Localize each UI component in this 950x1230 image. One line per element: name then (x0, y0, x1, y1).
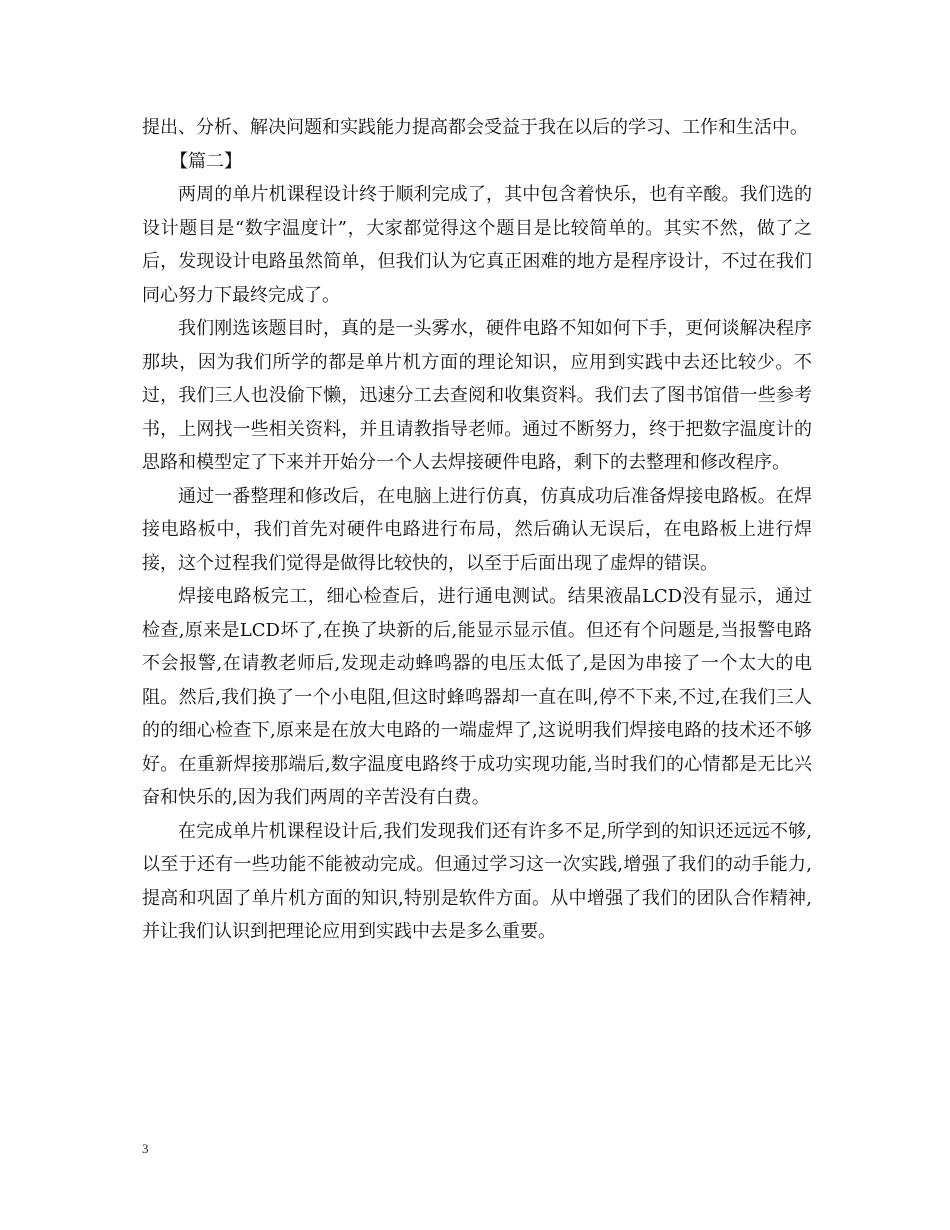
paragraph-3: 通过一番整理和修改后，在电脑上进行仿真，仿真成功后准备焊接电路板。在焊接电路板中，我们首先对硬件电路进行布局，然后确认无误后，在电路板上进行焊接，这个过程我们觉得是做得比较快的，以至于后面出现了虚焊的错误。 (142, 485, 812, 574)
body-text (142, 111, 812, 949)
paragraph-5: 在完成单片机课程设计后,我们发现我们还有许多不足,所学到的知识还远远不够,以至于还有一些功能不能被动完成。但通过学习这一次实践,增强了我们的动手能力,提高和巩固了单片机方面的知识,特别是软件方面。从中增强了我们的团队合作精神,并让我们认识到把理论应用到实践中去是多么重要。 (142, 820, 812, 942)
section-heading: 【篇二】 (170, 150, 242, 172)
paragraph-continuation: 提出、分析、解决问题和实践能力提高都会受益于我在以后的学习、工作和生活中。 (142, 117, 808, 138)
page-number: 3 (142, 1141, 149, 1156)
paragraph-4: 焊接电路板完工，细心检查后，进行通电测试。结果液晶LCD没有显示，通过检查,原来是LCD坏了,在换了块新的后,能显示显示值。但还有个问题是,当报警电路不会报警,在请教老师后,发现走动蜂鸣器的电压太低了,是因为串接了一个太大的电阻。然后,我们换了一个小电阻,但这时蜂鸣器却一直在叫,停不下来,不过,在我们三人的的细心检查下,原来是在放大电路的一端虚焊了,这说明我们焊接电路的技术还不够好。在重新焊接那端后,数字温度电路终于成功实现功能,当时我们的心情都是无比兴奋和快乐的,因为我们两周的辛苦没有白费。 (142, 586, 812, 808)
paragraph-2: 我们刚选该题目时，真的是一头雾水，硬件电路不知如何下手，更何谈解决程序那块，因为我们所学的都是单片机方面的理论知识，应用到实践中去还比较少。不过，我们三人也没偷下懒，迅速分工去查阅和收集资料。我们去了图书馆借一些参考书，上网找一些相关资料，并且请教指导老师。通过不断努力，终于把数字温度计的思路和模型定了下来并开始分一个人去焊接硬件电路，剩下的去整理和修改程序。 (142, 318, 812, 473)
paragraph-1: 两周的单片机课程设计终于顺利完成了，其中包含着快乐，也有辛酸。我们选的设计题目是“数字温度计”，大家都觉得这个题目是比较简单的。其实不然，做了之后，发现设计电路虽然简单，但我们认为它真正困难的地方是程序设计，不过在我们同心努力下最终完成了。 (142, 184, 812, 306)
